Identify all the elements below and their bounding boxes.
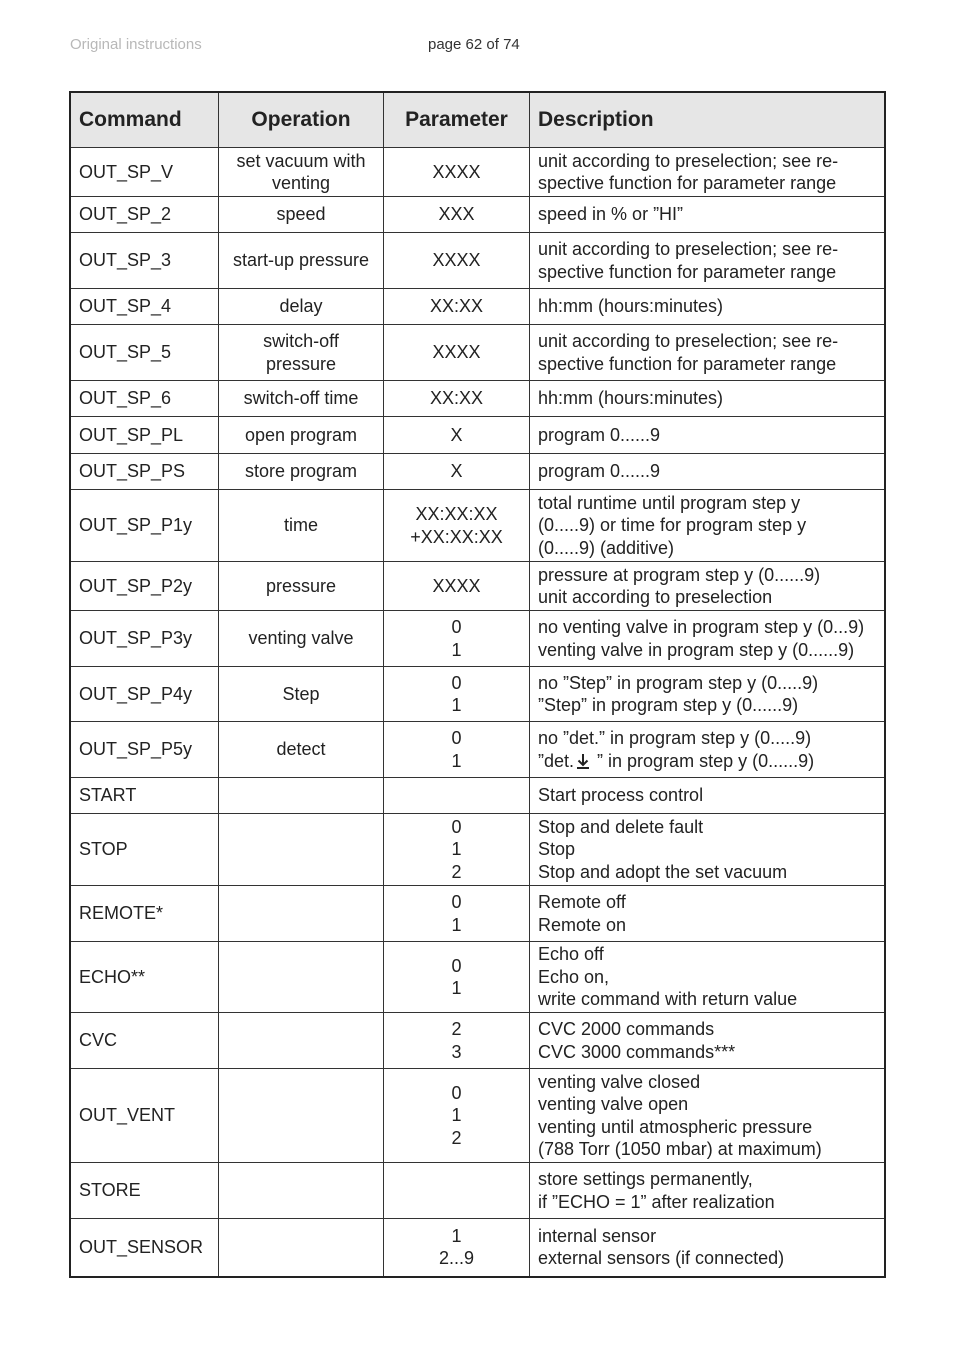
cell-parameter: 0 1 2: [384, 1069, 530, 1163]
table-row: [70, 417, 885, 454]
table-row: [70, 562, 885, 611]
cell-operation: [219, 778, 384, 814]
cell-description: CVC 2000 commands CVC 3000 commands***: [530, 1013, 886, 1069]
cell-description: unit according to preselection; see re- spective function for parameter range: [530, 325, 886, 381]
header-command: Command: [70, 92, 219, 148]
cell-command: OUT_SP_2: [70, 197, 219, 233]
cell-parameter: XX:XX: [384, 381, 530, 417]
cell-command: START: [70, 778, 219, 814]
table-row: [70, 197, 885, 233]
cell-command: OUT_SP_V: [70, 148, 219, 197]
cell-command: STORE: [70, 1163, 219, 1219]
cell-parameter: 0 1: [384, 886, 530, 942]
cell-operation: store program: [219, 454, 384, 490]
cell-operation: time: [219, 490, 384, 562]
cell-command: STOP: [70, 814, 219, 886]
cell-parameter: XX:XX:XX +XX:XX:XX: [384, 490, 530, 562]
cell-command: OUT_SP_6: [70, 381, 219, 417]
cell-operation: delay: [219, 289, 384, 325]
cell-description: internal sensor external sensors (if connected): [530, 1219, 886, 1277]
cell-command: OUT_VENT: [70, 1069, 219, 1163]
cell-description: no ”Step” in program step y (0.....9) ”Step” in program step y (0......9): [530, 667, 886, 722]
cell-operation: start-up pressure: [219, 233, 384, 289]
cell-description: [530, 722, 886, 778]
cell-parameter: 0 1: [384, 722, 530, 778]
table-row: [70, 289, 885, 325]
cell-parameter: XXXX: [384, 325, 530, 381]
cell-operation: [219, 1219, 384, 1277]
cell-description: no venting valve in program step y (0...9) venting valve in program step y (0......9): [530, 611, 886, 667]
cell-parameter: 0 1: [384, 611, 530, 667]
table-row: [70, 814, 885, 886]
page-number: page 62 of 74: [428, 36, 520, 53]
table-row: [70, 667, 885, 722]
table-row: [70, 611, 885, 667]
cell-operation: detect: [219, 722, 384, 778]
cell-parameter: 0 1 2: [384, 814, 530, 886]
cell-description: total runtime until program step y (0.....9) or time for program step y (0.....9) (additive): [530, 490, 886, 562]
table-row: [70, 1013, 885, 1069]
cell-command: OUT_SP_5: [70, 325, 219, 381]
cell-command: REMOTE*: [70, 886, 219, 942]
table-row: [70, 490, 885, 562]
cell-operation: switch-off pressure: [219, 325, 384, 381]
cell-description: pressure at program step y (0......9) unit according to preselection: [530, 562, 886, 611]
table-header-row: [70, 92, 885, 148]
cell-description: Echo off Echo on, write command with return value: [530, 942, 886, 1013]
cell-parameter: XXXX: [384, 233, 530, 289]
table-row: [70, 1163, 885, 1219]
table-row: [70, 778, 885, 814]
description-line: no ”det.” in program step y (0.....9): [538, 728, 812, 748]
table-row: [70, 325, 885, 381]
cell-operation: speed: [219, 197, 384, 233]
header-operation: Operation: [219, 92, 384, 148]
cell-parameter: XX:XX: [384, 289, 530, 325]
cell-command: OUT_SP_PS: [70, 454, 219, 490]
cell-command: OUT_SP_3: [70, 233, 219, 289]
cell-description: unit according to preselection; see re- spective function for parameter range: [530, 233, 886, 289]
table-row: [70, 886, 885, 942]
cell-operation: switch-off time: [219, 381, 384, 417]
cell-description: unit according to preselection; see re- spective function for parameter range: [530, 148, 886, 197]
cell-parameter: X: [384, 454, 530, 490]
cell-command: OUT_SP_PL: [70, 417, 219, 454]
cell-description: program 0......9: [530, 417, 886, 454]
cell-parameter: 0 1: [384, 667, 530, 722]
cell-description: hh:mm (hours:minutes): [530, 289, 886, 325]
cell-command: OUT_SP_P1y: [70, 490, 219, 562]
cell-parameter: 2 3: [384, 1013, 530, 1069]
header-document-label: Original instructions: [70, 36, 202, 53]
table-row: [70, 233, 885, 289]
table-row: [70, 1219, 885, 1277]
cell-command: OUT_SP_4: [70, 289, 219, 325]
header-description: Description: [530, 92, 886, 148]
cell-command: OUT_SP_P2y: [70, 562, 219, 611]
cell-parameter: 0 1: [384, 942, 530, 1013]
table-row: [70, 942, 885, 1013]
cell-operation: open program: [219, 417, 384, 454]
description-text: ”det.: [538, 750, 575, 771]
table-row: [70, 722, 885, 778]
cell-description: Stop and delete fault Stop Stop and adopt the set vacuum: [530, 814, 886, 886]
cell-parameter: 1 2...9: [384, 1219, 530, 1277]
cell-parameter: XXX: [384, 197, 530, 233]
command-table: [69, 91, 886, 1278]
cell-operation: pressure: [219, 562, 384, 611]
cell-description: hh:mm (hours:minutes): [530, 381, 886, 417]
table-row: [70, 1069, 885, 1163]
cell-command: OUT_SENSOR: [70, 1219, 219, 1277]
cell-description: venting valve closed venting valve open venting until atmospheric pressure (788 Torr (1050 mbar) at maximum): [530, 1069, 886, 1163]
cell-command: OUT_SP_P5y: [70, 722, 219, 778]
cell-parameter: [384, 778, 530, 814]
detect-arrow-icon: [576, 752, 590, 768]
cell-operation: [219, 1013, 384, 1069]
table-row: [70, 381, 885, 417]
cell-operation: [219, 814, 384, 886]
cell-description: Remote off Remote on: [530, 886, 886, 942]
cell-parameter: X: [384, 417, 530, 454]
cell-description: program 0......9: [530, 454, 886, 490]
cell-operation: Step: [219, 667, 384, 722]
cell-description: speed in % or ”HI”: [530, 197, 886, 233]
cell-operation: set vacuum with venting: [219, 148, 384, 197]
header-parameter: Parameter: [384, 92, 530, 148]
cell-parameter: [384, 1163, 530, 1219]
cell-description: store settings permanently, if ”ECHO = 1” after realization: [530, 1163, 886, 1219]
cell-parameter: XXXX: [384, 148, 530, 197]
table-row: [70, 148, 885, 197]
cell-description: Start process control: [530, 778, 886, 814]
cell-command: OUT_SP_P3y: [70, 611, 219, 667]
table-row: [70, 454, 885, 490]
cell-operation: [219, 942, 384, 1013]
cell-operation: [219, 1069, 384, 1163]
cell-command: OUT_SP_P4y: [70, 667, 219, 722]
cell-operation: [219, 1163, 384, 1219]
cell-operation: venting valve: [219, 611, 384, 667]
cell-operation: [219, 886, 384, 942]
description-text: ” in program step y (0......9): [592, 750, 815, 771]
cell-command: ECHO**: [70, 942, 219, 1013]
cell-parameter: XXXX: [384, 562, 530, 611]
cell-command: CVC: [70, 1013, 219, 1069]
